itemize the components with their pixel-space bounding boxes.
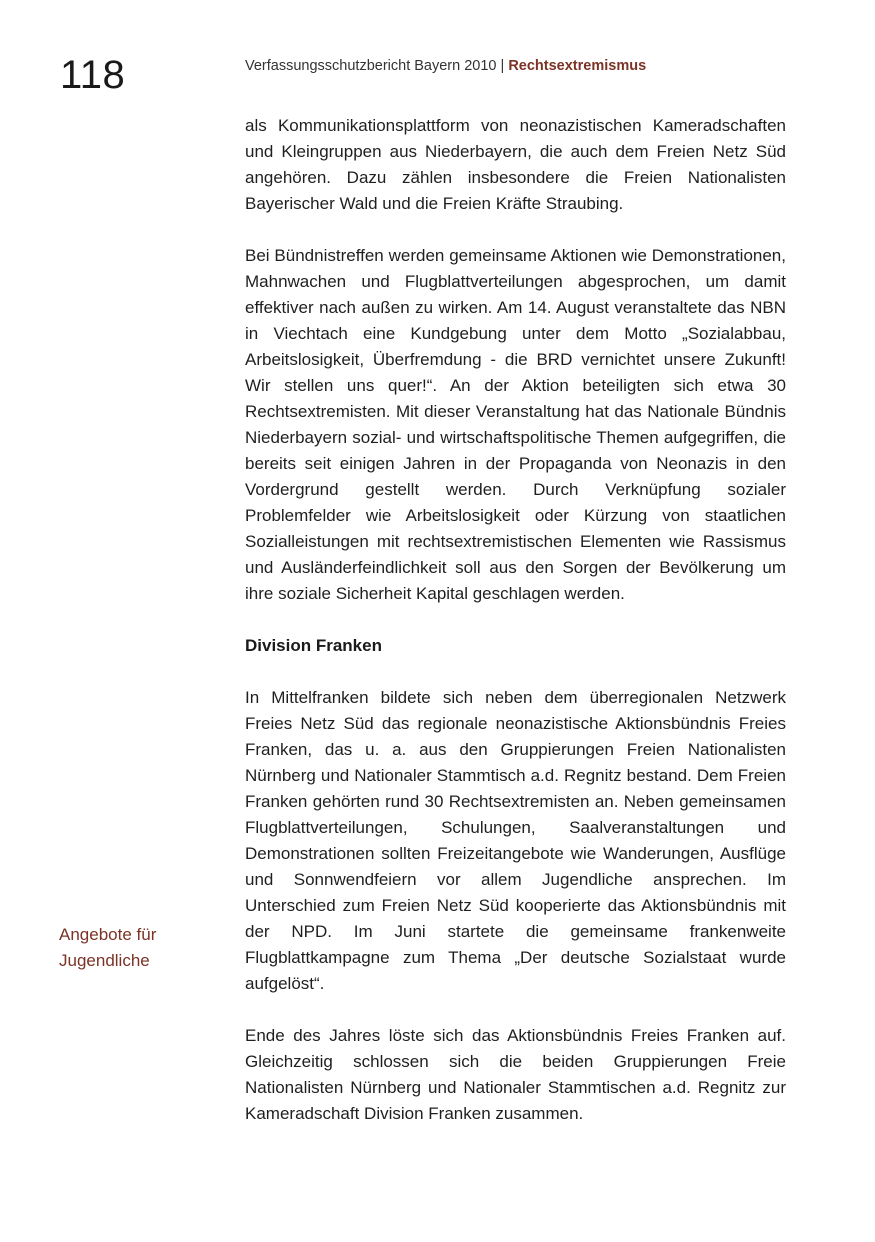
page-number: 118 xyxy=(60,53,126,97)
running-header xyxy=(245,57,646,75)
paragraph: In Mittelfranken bildete sich neben dem überregionalen Netzwerk Freies Netz Süd das regionale neonazistische Aktionsbündnis Freies Franken, das u. a. aus den Gruppierungen Freien Nationalisten Nürnberg und Nationaler Stammtisch a.d. Regnitz bestand. Dem Freien Franken gehörten rund 30 Rechtsextremisten an. Neben gemeinsamen Flugblattverteilungen, Schulungen, Saalveranstaltungen und Demonstrationen sollten Freizeitangebote wie Wanderungen, Ausflüge und Sonnwendfeiern vor allem Jugendliche ansprechen. Im Unterschied zum Freien Netz Süd kooperierte das Aktionsbündnis mit der NPD. Im Juni startete die gemeinsame frankenweite Flugblattkampagne zum Thema „Der deutsche Sozialstaat wurde aufgelöst“. xyxy=(245,688,786,993)
margin-note xyxy=(59,922,219,974)
margin-note-line-2: Jugendliche xyxy=(59,951,150,970)
section-title: Rechtsextremismus xyxy=(508,58,647,74)
paragraph: Ende des Jahres löste sich das Aktionsbündnis Freies Franken auf. Gleichzeitig schlossen sich die beiden Gruppierungen Freie Nationalisten Nürnberg und Nationaler Stammtischen a.d. Regnitz zur Kameradschaft Division Franken zusammen. xyxy=(245,1026,786,1123)
paragraph: Bei Bündnistreffen werden gemeinsame Aktionen wie Demonstrationen, Mahnwachen und Flugblattverteilungen abgesprochen, um damit effektiver nach außen zu wirken. Am 14. August veranstaltete das NBN in Viechtach eine Kundgebung unter dem Motto „Sozialabbau, Arbeitslosigkeit, Überfremdung - die BRD vernichtet unsere Zukunft! Wir stellen uns quer!“. An der Aktion beteiligten sich etwa 30 Rechtsextremisten. Mit dieser Veranstaltung hat das Nationale Bündnis Niederbayern sozial- und wirtschaftspolitische Themen aufgegriffen, die bereits seit einigen Jahren in der Propaganda von Neonazis in den Vordergrund gestellt werden. Durch Verknüpfung sozialer Problemfelder wie Arbeitslosigkeit oder Kürzung von staatlichen Sozialleistungen mit rechtsextremistischen Elementen wie Rassismus und Ausländerfeindlichkeit soll aus den Sorgen der Bevölkerung um ihre soziale Sicherheit Kapital geschlagen werden. xyxy=(245,246,786,603)
main-text-column xyxy=(245,113,786,1127)
report-title: Verfassungsschutzbericht Bayern 2010 xyxy=(245,58,497,74)
header-separator: | xyxy=(500,58,505,74)
margin-note-line-1: Angebote für xyxy=(59,925,157,944)
subheading-division-franken: Division Franken xyxy=(245,636,382,655)
paragraph: als Kommunikationsplattform von neonazistischen Kameradschaften und Kleingruppen aus Niederbayern, die auch dem Freien Netz Süd angehören. Dazu zählen insbesondere die Freien Nationalisten Bayerischer Wald und die Freien Kräfte Straubing. xyxy=(245,116,786,213)
